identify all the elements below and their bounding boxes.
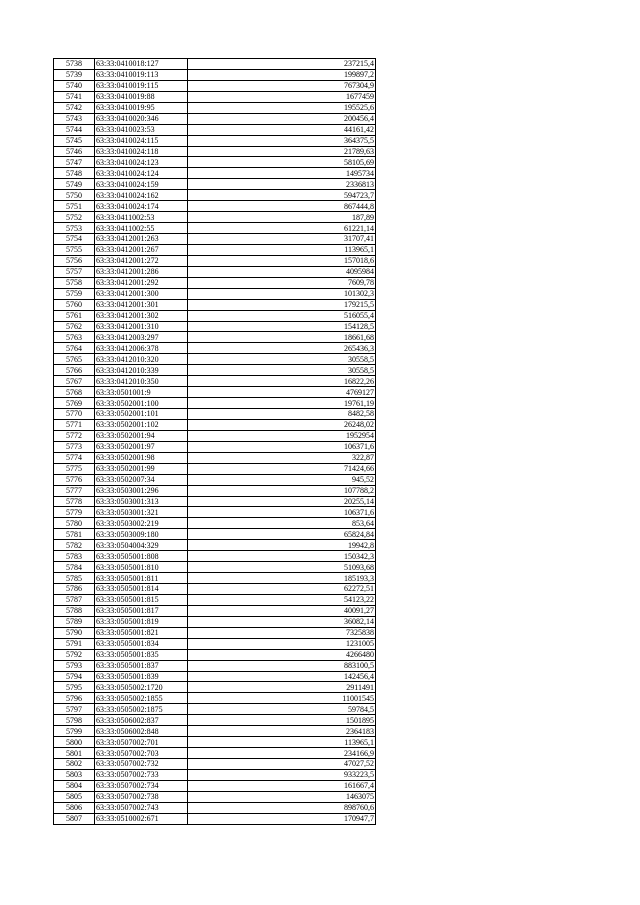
table-row [54, 540, 376, 551]
row-number-cell: 5772 [54, 430, 95, 441]
cadastral-number-cell: 63:33:0507002:701 [95, 737, 188, 748]
cadastral-value-cell: 11001545 [188, 693, 376, 704]
row-number-cell: 5807 [54, 813, 95, 824]
cadastral-value-cell: 40091,27 [188, 605, 376, 616]
row-number-cell: 5749 [54, 179, 95, 190]
row-number-cell: 5756 [54, 255, 95, 266]
row-number-cell: 5784 [54, 562, 95, 573]
row-number-cell: 5754 [54, 234, 95, 245]
cadastral-number-cell: 63:33:0503009:180 [95, 529, 188, 540]
table-row [54, 223, 376, 234]
cadastral-value-cell: 4095984 [188, 266, 376, 277]
table-row [54, 780, 376, 791]
cadastral-value-cell: 113965,1 [188, 737, 376, 748]
table-row [54, 649, 376, 660]
cadastral-number-cell: 63:33:0502001:100 [95, 398, 188, 409]
table-row [54, 365, 376, 376]
cadastral-number-cell: 63:33:0501001:9 [95, 387, 188, 398]
row-number-cell: 5758 [54, 277, 95, 288]
table-row [54, 343, 376, 354]
cadastral-number-cell: 63:33:0506002:837 [95, 715, 188, 726]
row-number-cell: 5785 [54, 573, 95, 584]
cadastral-number-cell: 63:33:0506002:848 [95, 726, 188, 737]
cadastral-number-cell: 63:33:0505001:815 [95, 594, 188, 605]
cadastral-number-cell: 63:33:0412001:286 [95, 266, 188, 277]
cadastral-number-cell: 63:33:0412001:310 [95, 321, 188, 332]
cadastral-number-cell: 63:33:0505001:811 [95, 573, 188, 584]
cadastral-number-cell: 63:33:0507002:738 [95, 791, 188, 802]
table-row [54, 507, 376, 518]
cadastral-value-cell: 31707,41 [188, 234, 376, 245]
cadastral-number-cell: 63:33:0504004:329 [95, 540, 188, 551]
cadastral-number-cell: 63:33:0505002:1875 [95, 704, 188, 715]
cadastral-value-cell: 51093,68 [188, 562, 376, 573]
cadastral-value-table [53, 58, 376, 825]
cadastral-value-cell: 113965,1 [188, 244, 376, 255]
cadastral-number-cell: 63:33:0505001:835 [95, 649, 188, 660]
cadastral-number-cell: 63:33:0410018:127 [95, 59, 188, 70]
row-number-cell: 5753 [54, 223, 95, 234]
cadastral-value-cell: 898760,6 [188, 802, 376, 813]
cadastral-number-cell: 63:33:0502001:101 [95, 409, 188, 420]
table-row [54, 135, 376, 146]
cadastral-number-cell: 63:33:0410023:53 [95, 124, 188, 135]
cadastral-value-cell: 767304,9 [188, 80, 376, 91]
cadastral-value-cell: 59784,5 [188, 704, 376, 715]
cadastral-value-cell: 58105,69 [188, 157, 376, 168]
cadastral-number-cell: 63:33:0410024:162 [95, 190, 188, 201]
cadastral-number-cell: 63:33:0410024:123 [95, 157, 188, 168]
cadastral-value-cell: 154128,5 [188, 321, 376, 332]
table-row [54, 80, 376, 91]
table-row [54, 190, 376, 201]
cadastral-number-cell: 63:33:0411002:55 [95, 223, 188, 234]
cadastral-number-cell: 63:33:0503001:313 [95, 496, 188, 507]
cadastral-value-cell: 516055,4 [188, 310, 376, 321]
row-number-cell: 5771 [54, 419, 95, 430]
cadastral-value-cell: 19761,19 [188, 398, 376, 409]
cadastral-number-cell: 63:33:0507002:703 [95, 748, 188, 759]
cadastral-value-cell: 1952954 [188, 430, 376, 441]
row-number-cell: 5741 [54, 91, 95, 102]
row-number-cell: 5770 [54, 409, 95, 420]
row-number-cell: 5762 [54, 321, 95, 332]
row-number-cell: 5794 [54, 671, 95, 682]
cadastral-value-cell: 1677459 [188, 91, 376, 102]
cadastral-number-cell: 63:33:0505001:817 [95, 605, 188, 616]
row-number-cell: 5751 [54, 201, 95, 212]
table-row [54, 332, 376, 343]
table-row [54, 573, 376, 584]
row-number-cell: 5745 [54, 135, 95, 146]
row-number-cell: 5799 [54, 726, 95, 737]
table-row [54, 266, 376, 277]
row-number-cell: 5780 [54, 518, 95, 529]
row-number-cell: 5796 [54, 693, 95, 704]
row-number-cell: 5752 [54, 212, 95, 223]
cadastral-number-cell: 63:33:0505001:808 [95, 551, 188, 562]
table-row [54, 627, 376, 638]
cadastral-value-cell: 2911491 [188, 682, 376, 693]
cadastral-value-cell: 2364183 [188, 726, 376, 737]
cadastral-value-cell: 594723,7 [188, 190, 376, 201]
cadastral-number-cell: 63:33:0412010:339 [95, 365, 188, 376]
row-number-cell: 5761 [54, 310, 95, 321]
cadastral-value-cell: 150342,3 [188, 551, 376, 562]
cadastral-number-cell: 63:33:0412010:350 [95, 376, 188, 387]
cadastral-number-cell: 63:33:0505001:834 [95, 638, 188, 649]
cadastral-number-cell: 63:33:0410019:88 [95, 91, 188, 102]
cadastral-number-cell: 63:33:0410019:95 [95, 102, 188, 113]
cadastral-number-cell: 63:33:0412001:302 [95, 310, 188, 321]
table-row [54, 102, 376, 113]
cadastral-number-cell: 63:33:0410024:118 [95, 146, 188, 157]
table-row [54, 594, 376, 605]
table-row [54, 91, 376, 102]
table-row [54, 496, 376, 507]
row-number-cell: 5790 [54, 627, 95, 638]
cadastral-number-cell: 63:33:0502001:102 [95, 419, 188, 430]
cadastral-value-cell: 54123,22 [188, 594, 376, 605]
row-number-cell: 5789 [54, 616, 95, 627]
row-number-cell: 5742 [54, 102, 95, 113]
row-number-cell: 5805 [54, 791, 95, 802]
table-row [54, 255, 376, 266]
table-row [54, 452, 376, 463]
row-number-cell: 5748 [54, 168, 95, 179]
cadastral-value-cell: 7325838 [188, 627, 376, 638]
cadastral-value-cell: 71424,66 [188, 463, 376, 474]
cadastral-number-cell: 63:33:0410019:115 [95, 80, 188, 91]
cadastral-number-cell: 63:33:0412001:301 [95, 299, 188, 310]
row-number-cell: 5791 [54, 638, 95, 649]
table-row [54, 693, 376, 704]
row-number-cell: 5776 [54, 474, 95, 485]
table-row [54, 321, 376, 332]
cadastral-value-cell: 200456,4 [188, 113, 376, 124]
cadastral-number-cell: 63:33:0412001:292 [95, 277, 188, 288]
cadastral-value-cell: 61221,14 [188, 223, 376, 234]
cadastral-value-cell: 883100,5 [188, 660, 376, 671]
cadastral-value-cell: 185193,3 [188, 573, 376, 584]
row-number-cell: 5773 [54, 441, 95, 452]
table-row [54, 551, 376, 562]
row-number-cell: 5806 [54, 802, 95, 813]
cadastral-value-cell: 36082,14 [188, 616, 376, 627]
table-row [54, 474, 376, 485]
cadastral-value-cell: 195525,6 [188, 102, 376, 113]
cadastral-number-cell: 63:33:0505001:819 [95, 616, 188, 627]
table-row [54, 616, 376, 627]
cadastral-value-cell: 30558,5 [188, 365, 376, 376]
cadastral-number-cell: 63:33:0505002:1720 [95, 682, 188, 693]
cadastral-value-cell: 170947,7 [188, 813, 376, 824]
table-row [54, 562, 376, 573]
row-number-cell: 5804 [54, 780, 95, 791]
row-number-cell: 5739 [54, 69, 95, 80]
row-number-cell: 5763 [54, 332, 95, 343]
cadastral-value-cell: 44161,42 [188, 124, 376, 135]
cadastral-number-cell: 63:33:0502007:34 [95, 474, 188, 485]
cadastral-value-cell: 157018,6 [188, 255, 376, 266]
table-row [54, 584, 376, 595]
cadastral-number-cell: 63:33:0505001:837 [95, 660, 188, 671]
table-row [54, 299, 376, 310]
table-row [54, 671, 376, 682]
cadastral-value-cell: 106371,6 [188, 507, 376, 518]
cadastral-value-cell: 853,64 [188, 518, 376, 529]
table-row [54, 682, 376, 693]
table-row [54, 409, 376, 420]
table-row [54, 310, 376, 321]
row-number-cell: 5798 [54, 715, 95, 726]
cadastral-number-cell: 63:33:0502001:98 [95, 452, 188, 463]
cadastral-value-cell: 21789,63 [188, 146, 376, 157]
table-row [54, 715, 376, 726]
cadastral-value-cell: 26248,02 [188, 419, 376, 430]
row-number-cell: 5793 [54, 660, 95, 671]
cadastral-number-cell: 63:33:0412001:272 [95, 255, 188, 266]
cadastral-number-cell: 63:33:0410024:124 [95, 168, 188, 179]
cadastral-value-cell: 945,52 [188, 474, 376, 485]
table-row [54, 234, 376, 245]
cadastral-number-cell: 63:33:0503002:219 [95, 518, 188, 529]
row-number-cell: 5786 [54, 584, 95, 595]
row-number-cell: 5767 [54, 376, 95, 387]
cadastral-number-cell: 63:33:0412001:263 [95, 234, 188, 245]
table-row [54, 748, 376, 759]
table-body [54, 59, 376, 825]
row-number-cell: 5760 [54, 299, 95, 310]
row-number-cell: 5764 [54, 343, 95, 354]
cadastral-number-cell: 63:33:0411002:53 [95, 212, 188, 223]
row-number-cell: 5797 [54, 704, 95, 715]
row-number-cell: 5750 [54, 190, 95, 201]
row-number-cell: 5775 [54, 463, 95, 474]
table-row [54, 244, 376, 255]
cadastral-number-cell: 63:33:0507002:733 [95, 769, 188, 780]
cadastral-value-cell: 234166,9 [188, 748, 376, 759]
table-row [54, 463, 376, 474]
table-row [54, 277, 376, 288]
table-row [54, 376, 376, 387]
table-row [54, 638, 376, 649]
table-row [54, 59, 376, 70]
cadastral-number-cell: 63:33:0510002:671 [95, 813, 188, 824]
table-row [54, 430, 376, 441]
row-number-cell: 5795 [54, 682, 95, 693]
cadastral-number-cell: 63:33:0410020:346 [95, 113, 188, 124]
table-row [54, 354, 376, 365]
table-row [54, 726, 376, 737]
cadastral-number-cell: 63:33:0412010:320 [95, 354, 188, 365]
row-number-cell: 5743 [54, 113, 95, 124]
row-number-cell: 5747 [54, 157, 95, 168]
row-number-cell: 5765 [54, 354, 95, 365]
cadastral-number-cell: 63:33:0412006:378 [95, 343, 188, 354]
row-number-cell: 5779 [54, 507, 95, 518]
cadastral-number-cell: 63:33:0503001:321 [95, 507, 188, 518]
cadastral-number-cell: 63:33:0502001:99 [95, 463, 188, 474]
table-row [54, 802, 376, 813]
cadastral-value-cell: 106371,6 [188, 441, 376, 452]
cadastral-value-cell: 237215,4 [188, 59, 376, 70]
row-number-cell: 5781 [54, 529, 95, 540]
cadastral-number-cell: 63:33:0502001:94 [95, 430, 188, 441]
row-number-cell: 5792 [54, 649, 95, 660]
cadastral-value-cell: 1463075 [188, 791, 376, 802]
row-number-cell: 5782 [54, 540, 95, 551]
cadastral-value-cell: 30558,5 [188, 354, 376, 365]
table-row [54, 759, 376, 770]
cadastral-value-cell: 7609,78 [188, 277, 376, 288]
table-row [54, 398, 376, 409]
cadastral-number-cell: 63:33:0502001:97 [95, 441, 188, 452]
table-row [54, 791, 376, 802]
cadastral-value-cell: 867444,8 [188, 201, 376, 212]
cadastral-value-cell: 187,89 [188, 212, 376, 223]
cadastral-value-cell: 199897,2 [188, 69, 376, 80]
cadastral-value-cell: 62272,51 [188, 584, 376, 595]
row-number-cell: 5801 [54, 748, 95, 759]
table-row [54, 660, 376, 671]
cadastral-value-cell: 1501895 [188, 715, 376, 726]
cadastral-value-cell: 101302,3 [188, 288, 376, 299]
row-number-cell: 5738 [54, 59, 95, 70]
row-number-cell: 5777 [54, 485, 95, 496]
row-number-cell: 5774 [54, 452, 95, 463]
cadastral-number-cell: 63:33:0507002:743 [95, 802, 188, 813]
cadastral-number-cell: 63:33:0410024:115 [95, 135, 188, 146]
row-number-cell: 5778 [54, 496, 95, 507]
cadastral-value-cell: 19942,8 [188, 540, 376, 551]
row-number-cell: 5800 [54, 737, 95, 748]
cadastral-value-cell: 8482,58 [188, 409, 376, 420]
table-row [54, 813, 376, 824]
row-number-cell: 5769 [54, 398, 95, 409]
cadastral-number-cell: 63:33:0503001:296 [95, 485, 188, 496]
table-row [54, 529, 376, 540]
cadastral-number-cell: 63:33:0507002:734 [95, 780, 188, 791]
table-row [54, 201, 376, 212]
cadastral-number-cell: 63:33:0412001:300 [95, 288, 188, 299]
table-row [54, 769, 376, 780]
cadastral-number-cell: 63:33:0412003:297 [95, 332, 188, 343]
table-row [54, 387, 376, 398]
cadastral-value-cell: 179215,5 [188, 299, 376, 310]
table-row [54, 485, 376, 496]
row-number-cell: 5766 [54, 365, 95, 376]
cadastral-value-cell: 364375,5 [188, 135, 376, 146]
cadastral-value-cell: 20255,14 [188, 496, 376, 507]
row-number-cell: 5783 [54, 551, 95, 562]
table-row [54, 157, 376, 168]
cadastral-value-cell: 107788,2 [188, 485, 376, 496]
cadastral-number-cell: 63:33:0410019:113 [95, 69, 188, 80]
row-number-cell: 5803 [54, 769, 95, 780]
cadastral-number-cell: 63:33:0505001:839 [95, 671, 188, 682]
cadastral-number-cell: 63:33:0505002:1855 [95, 693, 188, 704]
row-number-cell: 5744 [54, 124, 95, 135]
table-row [54, 441, 376, 452]
cadastral-value-cell: 47027,52 [188, 759, 376, 770]
table-row [54, 419, 376, 430]
cadastral-value-cell: 161667,4 [188, 780, 376, 791]
cadastral-number-cell: 63:33:0412001:267 [95, 244, 188, 255]
cadastral-number-cell: 63:33:0505001:810 [95, 562, 188, 573]
row-number-cell: 5757 [54, 266, 95, 277]
row-number-cell: 5802 [54, 759, 95, 770]
table-row [54, 113, 376, 124]
row-number-cell: 5768 [54, 387, 95, 398]
row-number-cell: 5740 [54, 80, 95, 91]
cadastral-value-cell: 142456,4 [188, 671, 376, 682]
table-row [54, 124, 376, 135]
table-row [54, 146, 376, 157]
cadastral-value-cell: 1495734 [188, 168, 376, 179]
row-number-cell: 5788 [54, 605, 95, 616]
table-row [54, 168, 376, 179]
cadastral-value-cell: 1231005 [188, 638, 376, 649]
table-row [54, 179, 376, 190]
row-number-cell: 5755 [54, 244, 95, 255]
row-number-cell: 5759 [54, 288, 95, 299]
cadastral-value-cell: 265436,3 [188, 343, 376, 354]
cadastral-value-cell: 4769127 [188, 387, 376, 398]
table-row [54, 518, 376, 529]
cadastral-number-cell: 63:33:0505001:821 [95, 627, 188, 638]
row-number-cell: 5746 [54, 146, 95, 157]
cadastral-number-cell: 63:33:0505001:814 [95, 584, 188, 595]
cadastral-number-cell: 63:33:0410024:174 [95, 201, 188, 212]
cadastral-number-cell: 63:33:0507002:732 [95, 759, 188, 770]
table-row [54, 704, 376, 715]
cadastral-number-cell: 63:33:0410024:159 [95, 179, 188, 190]
table-row [54, 737, 376, 748]
cadastral-value-cell: 2336813 [188, 179, 376, 190]
cadastral-value-cell: 16822,26 [188, 376, 376, 387]
table-row [54, 605, 376, 616]
cadastral-value-cell: 65824,84 [188, 529, 376, 540]
cadastral-value-cell: 322,87 [188, 452, 376, 463]
cadastral-value-cell: 4266480 [188, 649, 376, 660]
cadastral-value-cell: 18661,68 [188, 332, 376, 343]
row-number-cell: 5787 [54, 594, 95, 605]
table-row [54, 69, 376, 80]
cadastral-value-cell: 933223,5 [188, 769, 376, 780]
table-row [54, 288, 376, 299]
table-row [54, 212, 376, 223]
